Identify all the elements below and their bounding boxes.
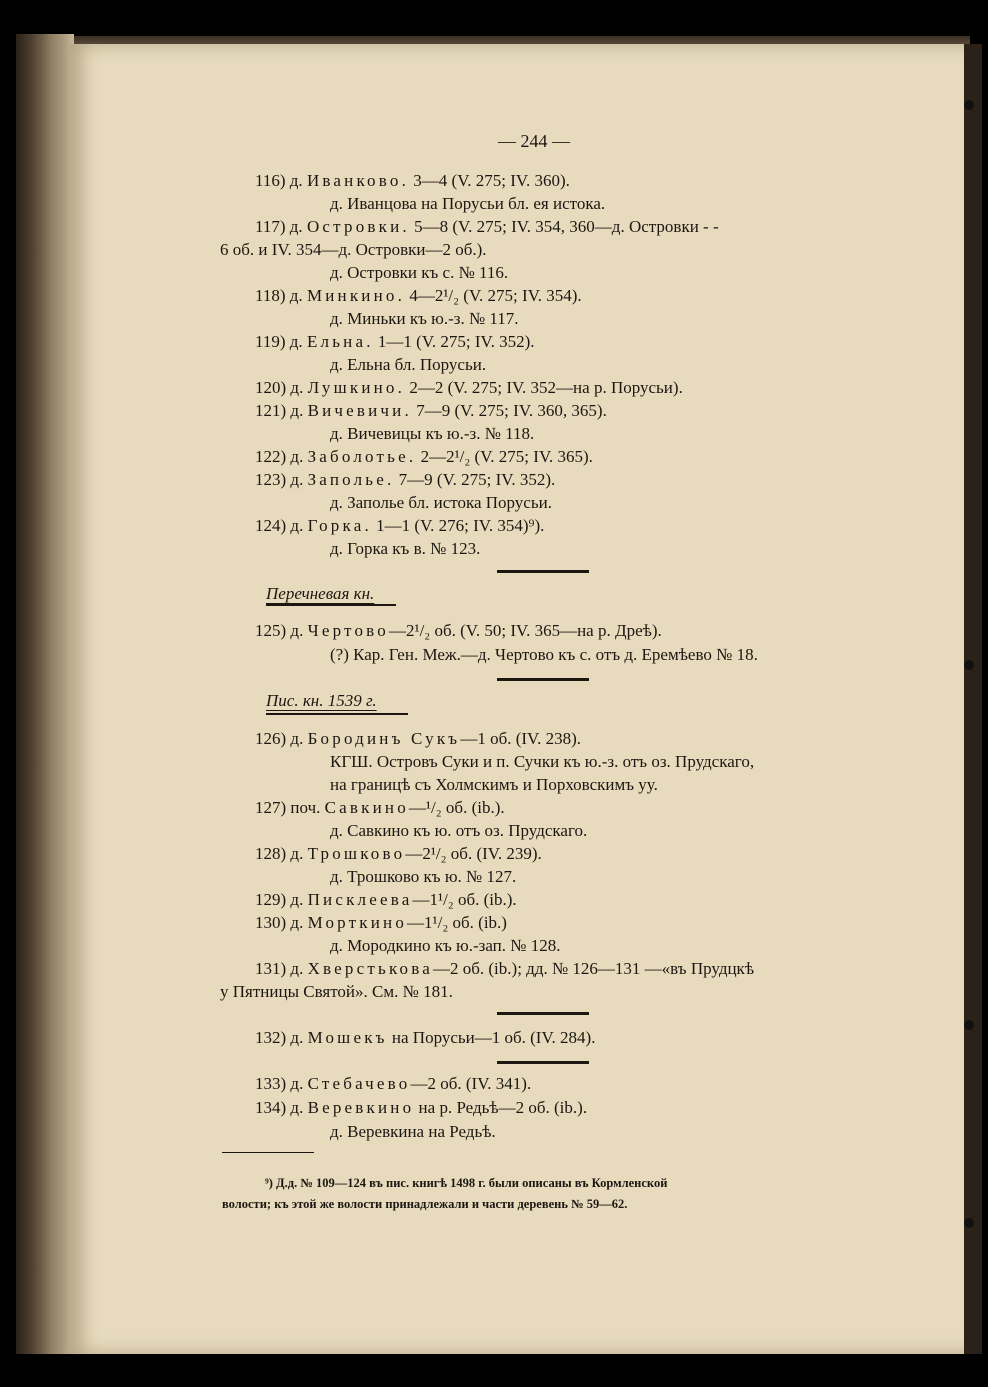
entry-note: КГШ. Островъ Суки и п. Сучки къ ю.-з. отъ оз. Прудскаго, [330, 752, 755, 771]
entry-line: 123) д. Заполье. 7—9 (V. 275; IV. 352). [255, 470, 556, 489]
entry-134: 134) д. Веревкино на р. Редьѣ—2 об. (ib.). [255, 1098, 588, 1117]
entry-line: 127) поч. Савкино—¹/₂ об. (ib.). [255, 798, 505, 817]
entry-line: 117) д. Островки. 5—8 (V. 275; IV. 354, 360—д. Островки - - [255, 217, 719, 236]
entry-note: д. Ельна бл. Порусьи. [330, 355, 487, 374]
entry-note: 6 об. и IV. 354—д. Островки—2 об.). [220, 240, 487, 259]
entry-line: 118) д. Минкино. 4—2¹/₂ (V. 275; IV. 354). [255, 286, 582, 305]
entry-132: 132) д. Мошекъ на Порусьи—1 об. (IV. 284). [255, 1028, 596, 1047]
section-heading: Пис. кн. 1539 г. [266, 691, 377, 710]
entry-125-note: (?) Кар. Ген. Меж.—д. Чертово къ с. отъ д. Еремѣево № 18. [330, 645, 758, 664]
entry-note: д. Вичевицы къ ю.-з. № 118. [330, 424, 535, 443]
entry-125: 125) д. Чертово—2¹/₂ об. (V. 50; IV. 365—на р. Дреѣ). [255, 621, 662, 640]
entry-line: 121) д. Вичевичи. 7—9 (V. 275; IV. 360, 365). [255, 401, 607, 420]
entry-line: 131) д. Хверстькова—2 об. (ib.); дд. № 126—131 —«въ Прудцкѣ [255, 959, 755, 978]
entry-133: 133) д. Стебачево—2 об. (IV. 341). [255, 1074, 532, 1093]
entry-note: на границѣ съ Холмскимъ и Порховскимъ уу. [330, 775, 658, 794]
heading-underline [266, 713, 408, 715]
entry-note: д. Мородкино къ ю.-зап. № 128. [330, 936, 561, 955]
entry-note: д. Трошково къ ю. № 127. [330, 867, 517, 886]
entry-note: д. Миньки къ ю.-з. № 117. [330, 309, 519, 328]
entry-note: д. Савкино къ ю. отъ оз. Прудскаго. [330, 821, 588, 840]
entry-line: 126) д. Бородинъ Сукъ—1 об. (IV. 238). [255, 729, 582, 748]
entry-line: 120) д. Лушкино. 2—2 (V. 275; IV. 352—на р. Порусьи). [255, 378, 683, 397]
entry-line: 124) д. Горка. 1—1 (V. 276; IV. 354)⁹). [255, 516, 545, 535]
entry-note: д. Горка къ в. № 123. [330, 539, 481, 558]
footnote-line: ⁹) Д.д. № 109—124 въ пис. книгѣ 1498 г. были описаны въ Кормленской [265, 1176, 668, 1190]
entry-line: 128) д. Трошково—2¹/₂ об. (IV. 239). [255, 844, 542, 863]
entry-note: д. Заполье бл. истока Порусьи. [330, 493, 552, 512]
section-divider [497, 678, 589, 681]
entry-line: 122) д. Заболотье. 2—2¹/₂ (V. 275; IV. 365). [255, 447, 593, 466]
footnote-rule [222, 1152, 314, 1153]
page-number: — 244 — [498, 131, 570, 151]
entry-note: у Пятницы Святой». См. № 181. [220, 982, 453, 1001]
section-heading: Перечневая кн. [266, 584, 375, 603]
section-divider [497, 570, 589, 573]
entry-line: 119) д. Ельна. 1—1 (V. 275; IV. 352). [255, 332, 535, 351]
footnote-line: волости; къ этой же волости принадлежали и части деревень № 59—62. [222, 1197, 628, 1211]
entry-line: 130) д. Морткино—1¹/₂ об. (ib.) [255, 913, 507, 932]
entry-line: 116) д. Иванково. 3—4 (V. 275; IV. 360). [255, 171, 570, 190]
entry-note: д. Островки къ с. № 116. [330, 263, 509, 282]
section-divider [497, 1061, 589, 1064]
entry-note: д. Иванцова на Порусьи бл. ея истока. [330, 194, 606, 213]
entry-line: 129) д. Писклеева—1¹/₂ об. (ib.). [255, 890, 517, 909]
section-divider [497, 1012, 589, 1015]
entry-134-note: д. Веревкина на Редьѣ. [330, 1122, 496, 1141]
heading-underline [266, 604, 396, 606]
